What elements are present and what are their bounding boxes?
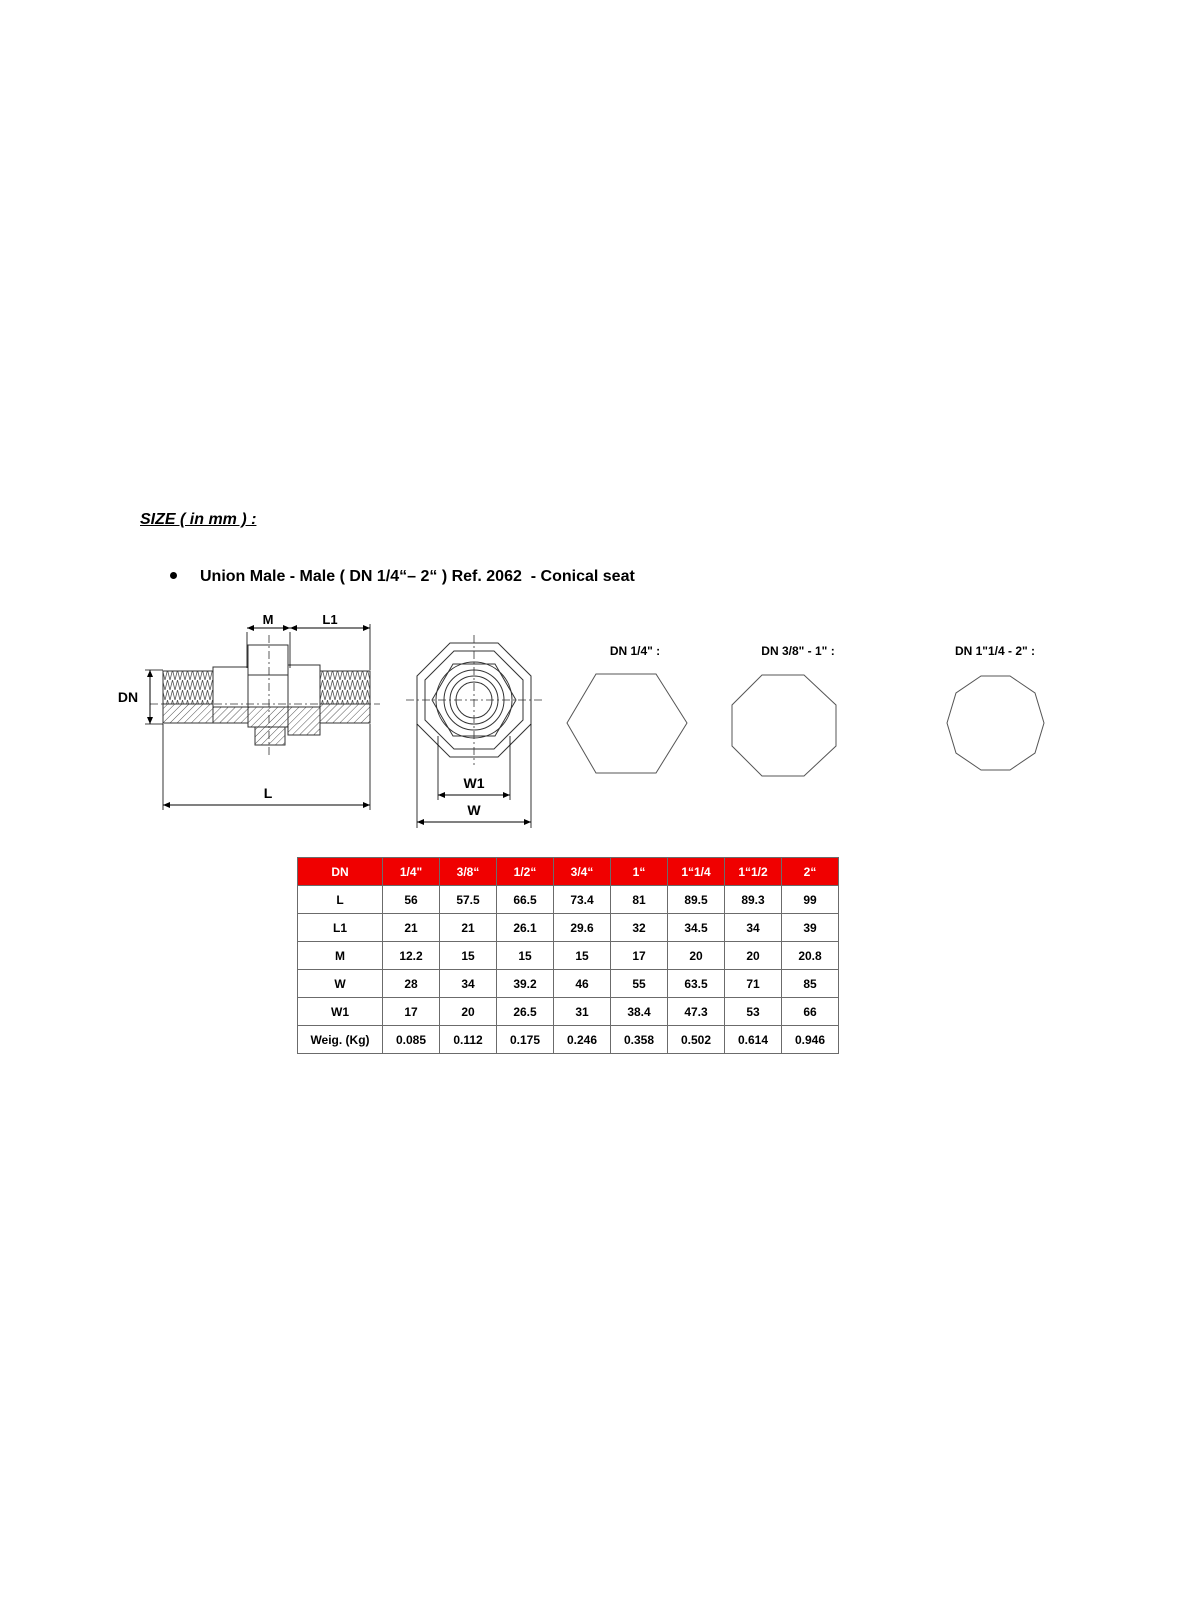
shape-decagon — [947, 644, 1044, 770]
table-cell: 47.3 — [668, 998, 725, 1026]
table-cell: 39.2 — [497, 970, 554, 998]
table-cell: 17 — [383, 998, 440, 1026]
table-cell: 26.1 — [497, 914, 554, 942]
shape-label-oct: DN 3/8" - 1" : — [761, 644, 835, 658]
table-cell: 66 — [782, 998, 839, 1026]
table-row — [298, 1026, 839, 1054]
dim-label-dn: DN — [117, 689, 139, 705]
dim-label-w1: W1 — [463, 775, 485, 791]
row-label: L — [298, 886, 383, 914]
row-label: M — [298, 942, 383, 970]
table-header-row — [298, 858, 839, 886]
table-cell: 56 — [383, 886, 440, 914]
column-header: 1“1/2 — [725, 858, 782, 886]
table-cell: 34.5 — [668, 914, 725, 942]
table-cell: 15 — [440, 942, 497, 970]
end-view — [406, 635, 542, 828]
table-cell: 57.5 — [440, 886, 497, 914]
table-cell: 0.085 — [383, 1026, 440, 1054]
table-cell: 20 — [440, 998, 497, 1026]
table-body — [298, 886, 839, 1054]
table-cell: 39 — [782, 914, 839, 942]
table-cell: 0.614 — [725, 1026, 782, 1054]
table-row — [298, 970, 839, 998]
column-header: 1/4" — [383, 858, 440, 886]
product-description: Union Male - Male ( DN 1/4“– 2“ ) Ref. 2062 - Conical seat — [200, 568, 635, 585]
column-header: 1“ — [611, 858, 668, 886]
row-label: W — [298, 970, 383, 998]
table-row — [298, 886, 839, 914]
table-cell: 17 — [611, 942, 668, 970]
table-cell: 0.175 — [497, 1026, 554, 1054]
table-cell: 73.4 — [554, 886, 611, 914]
row-label: L1 — [298, 914, 383, 942]
table-cell: 26.5 — [497, 998, 554, 1026]
table-cell: 46 — [554, 970, 611, 998]
table-cell: 66.5 — [497, 886, 554, 914]
row-label: W1 — [298, 998, 383, 1026]
size-heading: SIZE ( in mm ) : — [140, 511, 257, 528]
table-cell: 0.112 — [440, 1026, 497, 1054]
table-row — [298, 914, 839, 942]
table-cell: 21 — [440, 914, 497, 942]
row-label: Weig. (Kg) — [298, 1026, 383, 1054]
table-cell: 99 — [782, 886, 839, 914]
table-cell: 31 — [554, 998, 611, 1026]
table-cell: 0.502 — [668, 1026, 725, 1054]
table-cell: 89.3 — [725, 886, 782, 914]
shape-octagon — [732, 644, 836, 776]
table-cell: 21 — [383, 914, 440, 942]
dim-label-l: L — [263, 785, 273, 801]
table-cell: 34 — [440, 970, 497, 998]
table-cell: 20 — [668, 942, 725, 970]
table-cell: 53 — [725, 998, 782, 1026]
column-header: 2“ — [782, 858, 839, 886]
dimensions-table — [297, 857, 839, 1054]
column-header: 1/2“ — [497, 858, 554, 886]
table-cell: 12.2 — [383, 942, 440, 970]
bullet-icon — [170, 572, 177, 579]
table-cell: 55 — [611, 970, 668, 998]
table-cell: 81 — [611, 886, 668, 914]
column-header: 3/4“ — [554, 858, 611, 886]
table-row — [298, 942, 839, 970]
column-header: 1“1/4 — [668, 858, 725, 886]
table-cell: 34 — [725, 914, 782, 942]
table-cell: 0.946 — [782, 1026, 839, 1054]
table-row — [298, 998, 839, 1026]
table-cell: 20.8 — [782, 942, 839, 970]
shape-hexagon — [567, 644, 687, 773]
column-header: 3/8“ — [440, 858, 497, 886]
table-cell: 20 — [725, 942, 782, 970]
table-cell: 29.6 — [554, 914, 611, 942]
table-cell: 85 — [782, 970, 839, 998]
side-view — [118, 612, 380, 810]
table-cell: 89.5 — [668, 886, 725, 914]
technical-drawing — [110, 612, 1090, 850]
dim-label-w: W — [467, 802, 481, 818]
shape-label-dec: DN 1"1/4 - 2" : — [954, 644, 1036, 658]
table-cell: 15 — [554, 942, 611, 970]
table-cell: 71 — [725, 970, 782, 998]
table-cell: 0.358 — [611, 1026, 668, 1054]
table-cell: 28 — [383, 970, 440, 998]
dim-label-m: M — [262, 612, 274, 627]
table-cell: 63.5 — [668, 970, 725, 998]
dim-label-l1: L1 — [322, 612, 338, 627]
column-header: DN — [298, 858, 383, 886]
table-cell: 0.246 — [554, 1026, 611, 1054]
table-cell: 38.4 — [611, 998, 668, 1026]
table-cell: 15 — [497, 942, 554, 970]
shape-label-hex: DN 1/4" : — [609, 644, 661, 658]
table-cell: 32 — [611, 914, 668, 942]
